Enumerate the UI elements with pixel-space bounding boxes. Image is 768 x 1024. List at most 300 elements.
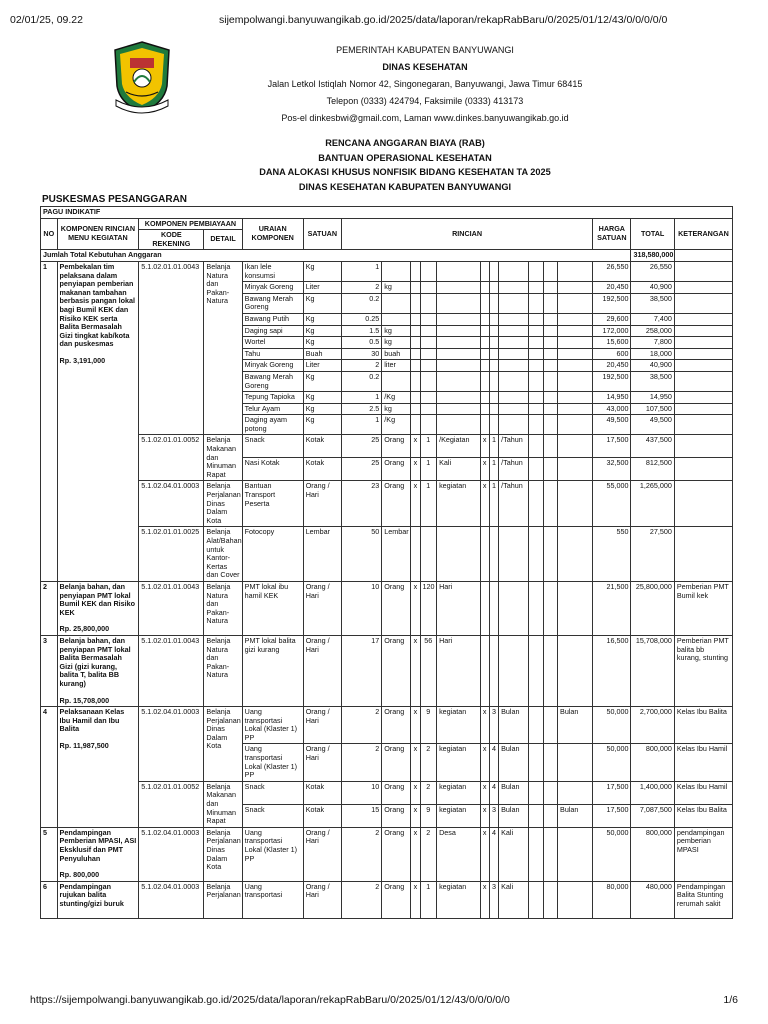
- total-value-cell: 38,500: [631, 293, 674, 313]
- keterangan: [674, 392, 732, 404]
- satuan: Kg: [303, 415, 341, 435]
- rincian-unit-2: [437, 325, 480, 337]
- rincian-volume-1: 0.25: [341, 313, 381, 325]
- kode-rekening: 5.1.02.01.01.0052: [139, 781, 204, 827]
- kode-rekening: 5.1.02.01.01.0025: [139, 527, 204, 582]
- col-harga: HARGA SATUAN: [593, 218, 631, 250]
- agency-address: Jalan Letkol Istiqlah Nomor 42, Singonegaran, Banyuwangi, Jawa Timur 68415: [267, 79, 583, 89]
- harga-satuan: 14,950: [593, 392, 631, 404]
- total-value-cell: 437,500: [631, 435, 674, 458]
- rincian-volume-2: [420, 313, 437, 325]
- row-no: 4: [41, 707, 58, 828]
- detail-belanja: Belanja Makanan dan Minuman Rapat: [204, 781, 242, 827]
- footer-url: https://sijempolwangi.banyuwangikab.go.id/2025/data/laporan/rekapRabBaru/0/2025/01/12/43/0/0/0/0/0: [30, 994, 510, 1006]
- uraian-komponen: Nasi Kotak: [242, 458, 303, 481]
- harga-satuan: 17,500: [593, 781, 631, 804]
- rincian-unit-1: Orang: [382, 581, 411, 635]
- uraian-komponen: Snack: [242, 435, 303, 458]
- rincian-volume-3: [489, 282, 498, 294]
- rincian-unit-3: [499, 325, 529, 337]
- rincian-unit-3: [499, 282, 529, 294]
- rincian-volume-3: [489, 527, 498, 582]
- rincian-volume-3: [489, 293, 498, 313]
- rincian-volume-1: 0.2: [341, 293, 381, 313]
- rincian-multiplier-1: [411, 392, 420, 404]
- rincian-volume-3: [489, 337, 498, 349]
- keterangan: Pemberian PMT balita bb kurang, stunting: [674, 635, 732, 706]
- rincian-spacer: [543, 415, 557, 435]
- rab-table: [40, 206, 733, 919]
- rincian-unit-3: Bulan: [499, 804, 529, 827]
- pagu-indikatif-label: PAGU INDIKATIF: [41, 207, 733, 219]
- rincian-unit-3: [499, 635, 529, 706]
- rincian-multiplier-2: [480, 337, 489, 349]
- rincian-volume-2: [420, 325, 437, 337]
- col-komponen-rincian: KOMPONEN RINCIAN MENU KEGIATAN: [57, 218, 139, 250]
- rincian-multiplier-2: [480, 392, 489, 404]
- rincian-unit-3: Kali: [499, 881, 529, 918]
- rincian-volume-2: [420, 392, 437, 404]
- rincian-volume-2: [420, 415, 437, 435]
- rincian-spacer: [529, 827, 543, 881]
- harga-satuan: 55,000: [593, 481, 631, 527]
- rincian-spacer: [529, 804, 543, 827]
- col-rincian: RINCIAN: [341, 218, 592, 250]
- rincian-spacer: [529, 881, 543, 918]
- detail-belanja: Belanja Makanan dan Minuman Rapat: [204, 435, 242, 481]
- agency-name: DINAS KESEHATAN: [382, 62, 468, 72]
- detail-belanja: Belanja Perjalanan Dinas Dalam Kota: [204, 827, 242, 881]
- uraian-komponen: Daging sapi: [242, 325, 303, 337]
- rincian-volume-3: 1: [489, 458, 498, 481]
- rincian-multiplier-2: [480, 293, 489, 313]
- rincian-extra-unit: [558, 435, 593, 458]
- uraian-komponen: Tahu: [242, 348, 303, 360]
- rincian-volume-1: 1: [341, 415, 381, 435]
- rincian-volume-3: 1: [489, 481, 498, 527]
- satuan: Kg: [303, 392, 341, 404]
- harga-satuan: 43,000: [593, 403, 631, 415]
- rincian-unit-2: [437, 337, 480, 349]
- rincian-unit-2: Hari: [437, 635, 480, 706]
- rincian-volume-2: 2: [420, 781, 437, 804]
- rincian-spacer: [543, 481, 557, 527]
- rincian-multiplier-1: x: [411, 881, 420, 918]
- rincian-unit-2: [437, 348, 480, 360]
- menu-kegiatan-cell: [57, 827, 139, 881]
- rincian-multiplier-2: [480, 527, 489, 582]
- rincian-unit-2: kegiatan: [437, 781, 480, 804]
- page-number: 1/6: [723, 994, 738, 1006]
- rincian-multiplier-2: [480, 635, 489, 706]
- detail-belanja: Belanja Perjalanan: [204, 881, 242, 918]
- rincian-volume-3: 4: [489, 781, 498, 804]
- rincian-unit-2: [437, 371, 480, 391]
- rincian-spacer: [543, 337, 557, 349]
- satuan: Orang / Hari: [303, 581, 341, 635]
- kode-rekening: 5.1.02.01.01.0052: [139, 435, 204, 481]
- rincian-spacer: [529, 581, 543, 635]
- harga-satuan: 20,450: [593, 360, 631, 372]
- rincian-volume-3: 1: [489, 435, 498, 458]
- menu-kegiatan-name: Belanja bahan, dan penyiapan PMT lokal Bumil KEK dan Risiko KEK: [59, 581, 136, 617]
- rincian-extra-unit: [558, 360, 593, 372]
- rincian-unit-2: kegiatan: [437, 481, 480, 527]
- rincian-unit-3: /Tahun: [499, 435, 529, 458]
- rincian-spacer: [529, 313, 543, 325]
- rincian-volume-3: [489, 403, 498, 415]
- detail-belanja: Belanja Natura dan Pakan-Natura: [204, 261, 242, 435]
- rincian-volume-1: 23: [341, 481, 381, 527]
- rincian-multiplier-2: [480, 581, 489, 635]
- rincian-extra-unit: [558, 635, 593, 706]
- satuan: Kg: [303, 313, 341, 325]
- menu-kegiatan-amount: Rp. 25,800,000: [59, 624, 110, 634]
- satuan: Kg: [303, 403, 341, 415]
- rincian-spacer: [543, 458, 557, 481]
- total-value-cell: 40,900: [631, 360, 674, 372]
- harga-satuan: 26,550: [593, 261, 631, 281]
- rincian-volume-2: 1: [420, 481, 437, 527]
- total-value-cell: 7,400: [631, 313, 674, 325]
- agency-contact: Pos-el dinkesbwi@gmail.com, Laman www.dinkes.banyuwangikab.go.id: [281, 113, 569, 123]
- keterangan: [674, 403, 732, 415]
- rincian-spacer: [543, 435, 557, 458]
- rincian-multiplier-1: [411, 325, 420, 337]
- col-komponen-pembiayaan: KOMPONEN PEMBIAYAAN: [139, 218, 242, 230]
- harga-satuan: 20,450: [593, 282, 631, 294]
- rincian-volume-2: [420, 348, 437, 360]
- rincian-unit-2: /Kegiatan: [437, 435, 480, 458]
- total-value-cell: 800,000: [631, 827, 674, 881]
- harga-satuan: 192,500: [593, 293, 631, 313]
- rincian-volume-1: 0.2: [341, 371, 381, 391]
- uraian-komponen: Daging ayam potong: [242, 415, 303, 435]
- print-datetime: 02/01/25, 09.22: [10, 14, 83, 26]
- rincian-unit-1: Orang: [382, 881, 411, 918]
- rincian-unit-1: kg: [382, 282, 411, 294]
- rincian-spacer: [543, 293, 557, 313]
- satuan: Orang / Hari: [303, 881, 341, 918]
- rincian-unit-3: [499, 261, 529, 281]
- uraian-komponen: Fotocopy: [242, 527, 303, 582]
- rincian-volume-2: [420, 371, 437, 391]
- detail-belanja: Belanja Alat/Bahan untuk Kantor-Kertas dan Cover: [204, 527, 242, 582]
- rincian-volume-2: 120: [420, 581, 437, 635]
- total-ket-cell: [674, 250, 732, 262]
- uraian-komponen: Telur Ayam: [242, 403, 303, 415]
- rincian-unit-2: [437, 313, 480, 325]
- uraian-komponen: Uang transportasi Lokal (Klaster 1) PP: [242, 827, 303, 881]
- keterangan: Kelas Ibu Hamil: [674, 781, 732, 804]
- rincian-volume-2: [420, 403, 437, 415]
- rincian-multiplier-1: x: [411, 458, 420, 481]
- rincian-unit-1: kg: [382, 337, 411, 349]
- keterangan: [674, 435, 732, 458]
- rincian-unit-1: buah: [382, 348, 411, 360]
- rincian-multiplier-1: [411, 371, 420, 391]
- total-label: Jumlah Total Kebutuhan Anggaran: [41, 250, 631, 262]
- satuan: Buah: [303, 348, 341, 360]
- table-row: [41, 827, 733, 881]
- total-value-cell: 107,500: [631, 403, 674, 415]
- rincian-spacer: [543, 707, 557, 744]
- total-value-cell: 26,550: [631, 261, 674, 281]
- rincian-volume-3: 3: [489, 804, 498, 827]
- rincian-spacer: [543, 827, 557, 881]
- table-row: [41, 881, 733, 918]
- harga-satuan: 17,500: [593, 435, 631, 458]
- table-row: [41, 481, 733, 527]
- rincian-spacer: [543, 313, 557, 325]
- table-row: [41, 781, 733, 804]
- rincian-volume-2: 9: [420, 707, 437, 744]
- row-no: 6: [41, 881, 58, 918]
- uraian-komponen: Snack: [242, 781, 303, 804]
- rincian-unit-3: [499, 313, 529, 325]
- row-no: 5: [41, 827, 58, 881]
- agency-phone: Telepon (0333) 424794, Faksimile (0333) 413173: [326, 96, 524, 106]
- rincian-spacer: [543, 282, 557, 294]
- rincian-unit-3: [499, 348, 529, 360]
- rincian-unit-1: Orang: [382, 435, 411, 458]
- satuan: Kg: [303, 293, 341, 313]
- rincian-multiplier-1: [411, 261, 420, 281]
- uraian-komponen: Minyak Goreng: [242, 360, 303, 372]
- detail-belanja: Belanja Perjalanan Dinas Dalam Kota: [204, 707, 242, 782]
- document-titles: [180, 136, 630, 194]
- rincian-extra-unit: [558, 261, 593, 281]
- rincian-extra-unit: [558, 293, 593, 313]
- rincian-volume-1: 2: [341, 744, 381, 781]
- uraian-komponen: Uang transportasi Lokal (Klaster 1) PP: [242, 744, 303, 781]
- rincian-volume-3: [489, 325, 498, 337]
- rincian-unit-1: [382, 293, 411, 313]
- harga-satuan: 21,500: [593, 581, 631, 635]
- total-value-cell: 18,000: [631, 348, 674, 360]
- rincian-unit-1: /Kg: [382, 415, 411, 435]
- satuan: Kg: [303, 337, 341, 349]
- rincian-multiplier-1: x: [411, 481, 420, 527]
- rincian-unit-3: [499, 581, 529, 635]
- rincian-spacer: [529, 527, 543, 582]
- total-value-cell: 1,400,000: [631, 781, 674, 804]
- rincian-volume-3: [489, 635, 498, 706]
- rincian-unit-1: liter: [382, 360, 411, 372]
- rincian-extra-unit: [558, 458, 593, 481]
- unit-name: PUSKESMAS PESANGGARAN: [42, 194, 188, 205]
- rincian-volume-1: 25: [341, 435, 381, 458]
- rincian-volume-3: 4: [489, 744, 498, 781]
- rincian-extra-unit: [558, 282, 593, 294]
- title-line: DINAS KESEHATAN KABUPATEN BANYUWANGI: [298, 181, 512, 192]
- rincian-spacer: [529, 707, 543, 744]
- satuan: Liter: [303, 360, 341, 372]
- rincian-volume-3: [489, 392, 498, 404]
- uraian-komponen: Bawang Putih: [242, 313, 303, 325]
- rincian-spacer: [529, 481, 543, 527]
- rincian-extra-unit: [558, 881, 593, 918]
- satuan: Lembar: [303, 527, 341, 582]
- total-value-cell: 7,800: [631, 337, 674, 349]
- rincian-spacer: [543, 392, 557, 404]
- rincian-spacer: [543, 635, 557, 706]
- harga-satuan: 192,500: [593, 371, 631, 391]
- government-name: PEMERINTAH KABUPATEN BANYUWANGI: [336, 45, 514, 55]
- harga-satuan: 17,500: [593, 804, 631, 827]
- rincian-multiplier-2: [480, 360, 489, 372]
- rincian-extra-unit: [558, 415, 593, 435]
- rincian-unit-2: kegiatan: [437, 744, 480, 781]
- rincian-multiplier-1: x: [411, 744, 420, 781]
- rincian-volume-1: 17: [341, 635, 381, 706]
- rincian-unit-1: Orang: [382, 707, 411, 744]
- rincian-unit-1: Lembar: [382, 527, 411, 582]
- rincian-spacer: [543, 348, 557, 360]
- rincian-multiplier-1: x: [411, 581, 420, 635]
- rincian-multiplier-2: x: [480, 881, 489, 918]
- col-total: TOTAL: [631, 218, 674, 250]
- rincian-unit-2: [437, 403, 480, 415]
- rincian-multiplier-1: x: [411, 781, 420, 804]
- keterangan: Kelas Ibu Balita: [674, 804, 732, 827]
- rincian-multiplier-2: [480, 415, 489, 435]
- row-no: 1: [41, 261, 58, 581]
- col-uraian: URAIAN KOMPONEN: [242, 218, 303, 250]
- rincian-unit-3: /Tahun: [499, 481, 529, 527]
- satuan: Kg: [303, 371, 341, 391]
- rincian-spacer: [529, 282, 543, 294]
- keterangan: [674, 261, 732, 281]
- rincian-unit-3: [499, 337, 529, 349]
- rincian-volume-3: [489, 261, 498, 281]
- rincian-spacer: [529, 348, 543, 360]
- keterangan: [674, 371, 732, 391]
- rincian-spacer: [529, 360, 543, 372]
- rincian-multiplier-1: x: [411, 707, 420, 744]
- rincian-multiplier-2: [480, 313, 489, 325]
- rincian-volume-3: [489, 581, 498, 635]
- rincian-unit-2: kegiatan: [437, 881, 480, 918]
- rincian-unit-2: [437, 261, 480, 281]
- total-value-cell: 38,500: [631, 371, 674, 391]
- rincian-unit-3: [499, 527, 529, 582]
- kode-rekening: 5.1.02.01.01.0043: [139, 635, 204, 706]
- rincian-unit-3: [499, 371, 529, 391]
- uraian-komponen: Uang transportasi Lokal (Klaster 1) PP: [242, 707, 303, 744]
- total-value-cell: 812,500: [631, 458, 674, 481]
- rincian-unit-1: Orang: [382, 804, 411, 827]
- rincian-multiplier-1: [411, 282, 420, 294]
- detail-belanja: Belanja Perjalanan Dinas Dalam Kota: [204, 481, 242, 527]
- menu-kegiatan-amount: Rp. 11,987,500: [59, 740, 109, 750]
- rincian-volume-2: 9: [420, 804, 437, 827]
- rincian-volume-2: [420, 360, 437, 372]
- keterangan: [674, 337, 732, 349]
- menu-kegiatan-amount: Rp. 800,000: [59, 870, 100, 880]
- rincian-spacer: [543, 371, 557, 391]
- harga-satuan: 80,000: [593, 881, 631, 918]
- col-kode-rekening: KODE REKENING: [139, 230, 204, 250]
- rincian-spacer: [529, 744, 543, 781]
- rincian-volume-1: 1: [341, 261, 381, 281]
- rincian-unit-2: [437, 527, 480, 582]
- satuan: Kotak: [303, 781, 341, 804]
- rincian-spacer: [543, 403, 557, 415]
- satuan: Kg: [303, 261, 341, 281]
- rincian-volume-2: [420, 261, 437, 281]
- menu-kegiatan-name: Belanja bahan, dan penyiapan PMT lokal Balita Bermasalah Gizi (gizi kurang, balita T, balita BB kurang): [59, 635, 131, 688]
- satuan: Kotak: [303, 804, 341, 827]
- menu-kegiatan-name: Pendampingan Pemberian MPASI, ASI Eksklusif dan PMT Penyuluhan: [59, 827, 137, 863]
- menu-kegiatan-cell: [57, 581, 139, 635]
- title-line: BANTUAN OPERASIONAL KESEHATAN: [318, 152, 492, 163]
- rincian-multiplier-2: [480, 325, 489, 337]
- rincian-extra-unit: [558, 481, 593, 527]
- rincian-spacer: [543, 881, 557, 918]
- uraian-komponen: Bantuan Transport Peserta: [242, 481, 303, 527]
- rincian-multiplier-2: x: [480, 804, 489, 827]
- total-value-cell: 40,900: [631, 282, 674, 294]
- rincian-volume-1: 50: [341, 527, 381, 582]
- col-satuan: SATUAN: [303, 218, 341, 250]
- rincian-unit-3: [499, 392, 529, 404]
- rincian-spacer: [543, 527, 557, 582]
- rincian-multiplier-1: [411, 313, 420, 325]
- rincian-unit-2: [437, 415, 480, 435]
- kode-rekening: 5.1.02.01.01.0043: [139, 581, 204, 635]
- rincian-unit-1: kg: [382, 403, 411, 415]
- rincian-unit-3: Bulan: [499, 744, 529, 781]
- harga-satuan: 50,000: [593, 744, 631, 781]
- rincian-multiplier-2: x: [480, 707, 489, 744]
- rincian-multiplier-1: x: [411, 435, 420, 458]
- col-no: NO: [41, 218, 58, 250]
- rincian-volume-2: 1: [420, 881, 437, 918]
- uraian-komponen: Wortel: [242, 337, 303, 349]
- menu-kegiatan-cell: [57, 707, 139, 828]
- total-value: 318,580,000: [631, 250, 674, 262]
- rincian-volume-2: 2: [420, 827, 437, 881]
- rincian-extra-unit: [558, 337, 593, 349]
- keterangan: pendampingan pemberian MPASI: [674, 827, 732, 881]
- total-value-cell: 480,000: [631, 881, 674, 918]
- rincian-spacer: [543, 744, 557, 781]
- rincian-multiplier-1: [411, 415, 420, 435]
- uraian-komponen: Bawang Merah Goreng: [242, 293, 303, 313]
- rincian-unit-2: [437, 282, 480, 294]
- keterangan: [674, 293, 732, 313]
- keterangan: [674, 415, 732, 435]
- rincian-multiplier-2: x: [480, 458, 489, 481]
- rincian-unit-1: Orang: [382, 635, 411, 706]
- rincian-unit-1: /Kg: [382, 392, 411, 404]
- rincian-spacer: [529, 261, 543, 281]
- kode-rekening: 5.1.02.04.01.0003: [139, 707, 204, 782]
- rincian-unit-2: Hari: [437, 581, 480, 635]
- keterangan: [674, 458, 732, 481]
- satuan: Orang / Hari: [303, 707, 341, 744]
- rab-body: [41, 261, 733, 918]
- keterangan: [674, 325, 732, 337]
- rincian-spacer: [529, 458, 543, 481]
- rincian-spacer: [529, 371, 543, 391]
- table-row: [41, 581, 733, 635]
- rincian-spacer: [529, 325, 543, 337]
- uraian-komponen: Bawang Merah Goreng: [242, 371, 303, 391]
- keterangan: Pemberian PMT Bumil kek: [674, 581, 732, 635]
- uraian-komponen: Ikan lele konsumsi: [242, 261, 303, 281]
